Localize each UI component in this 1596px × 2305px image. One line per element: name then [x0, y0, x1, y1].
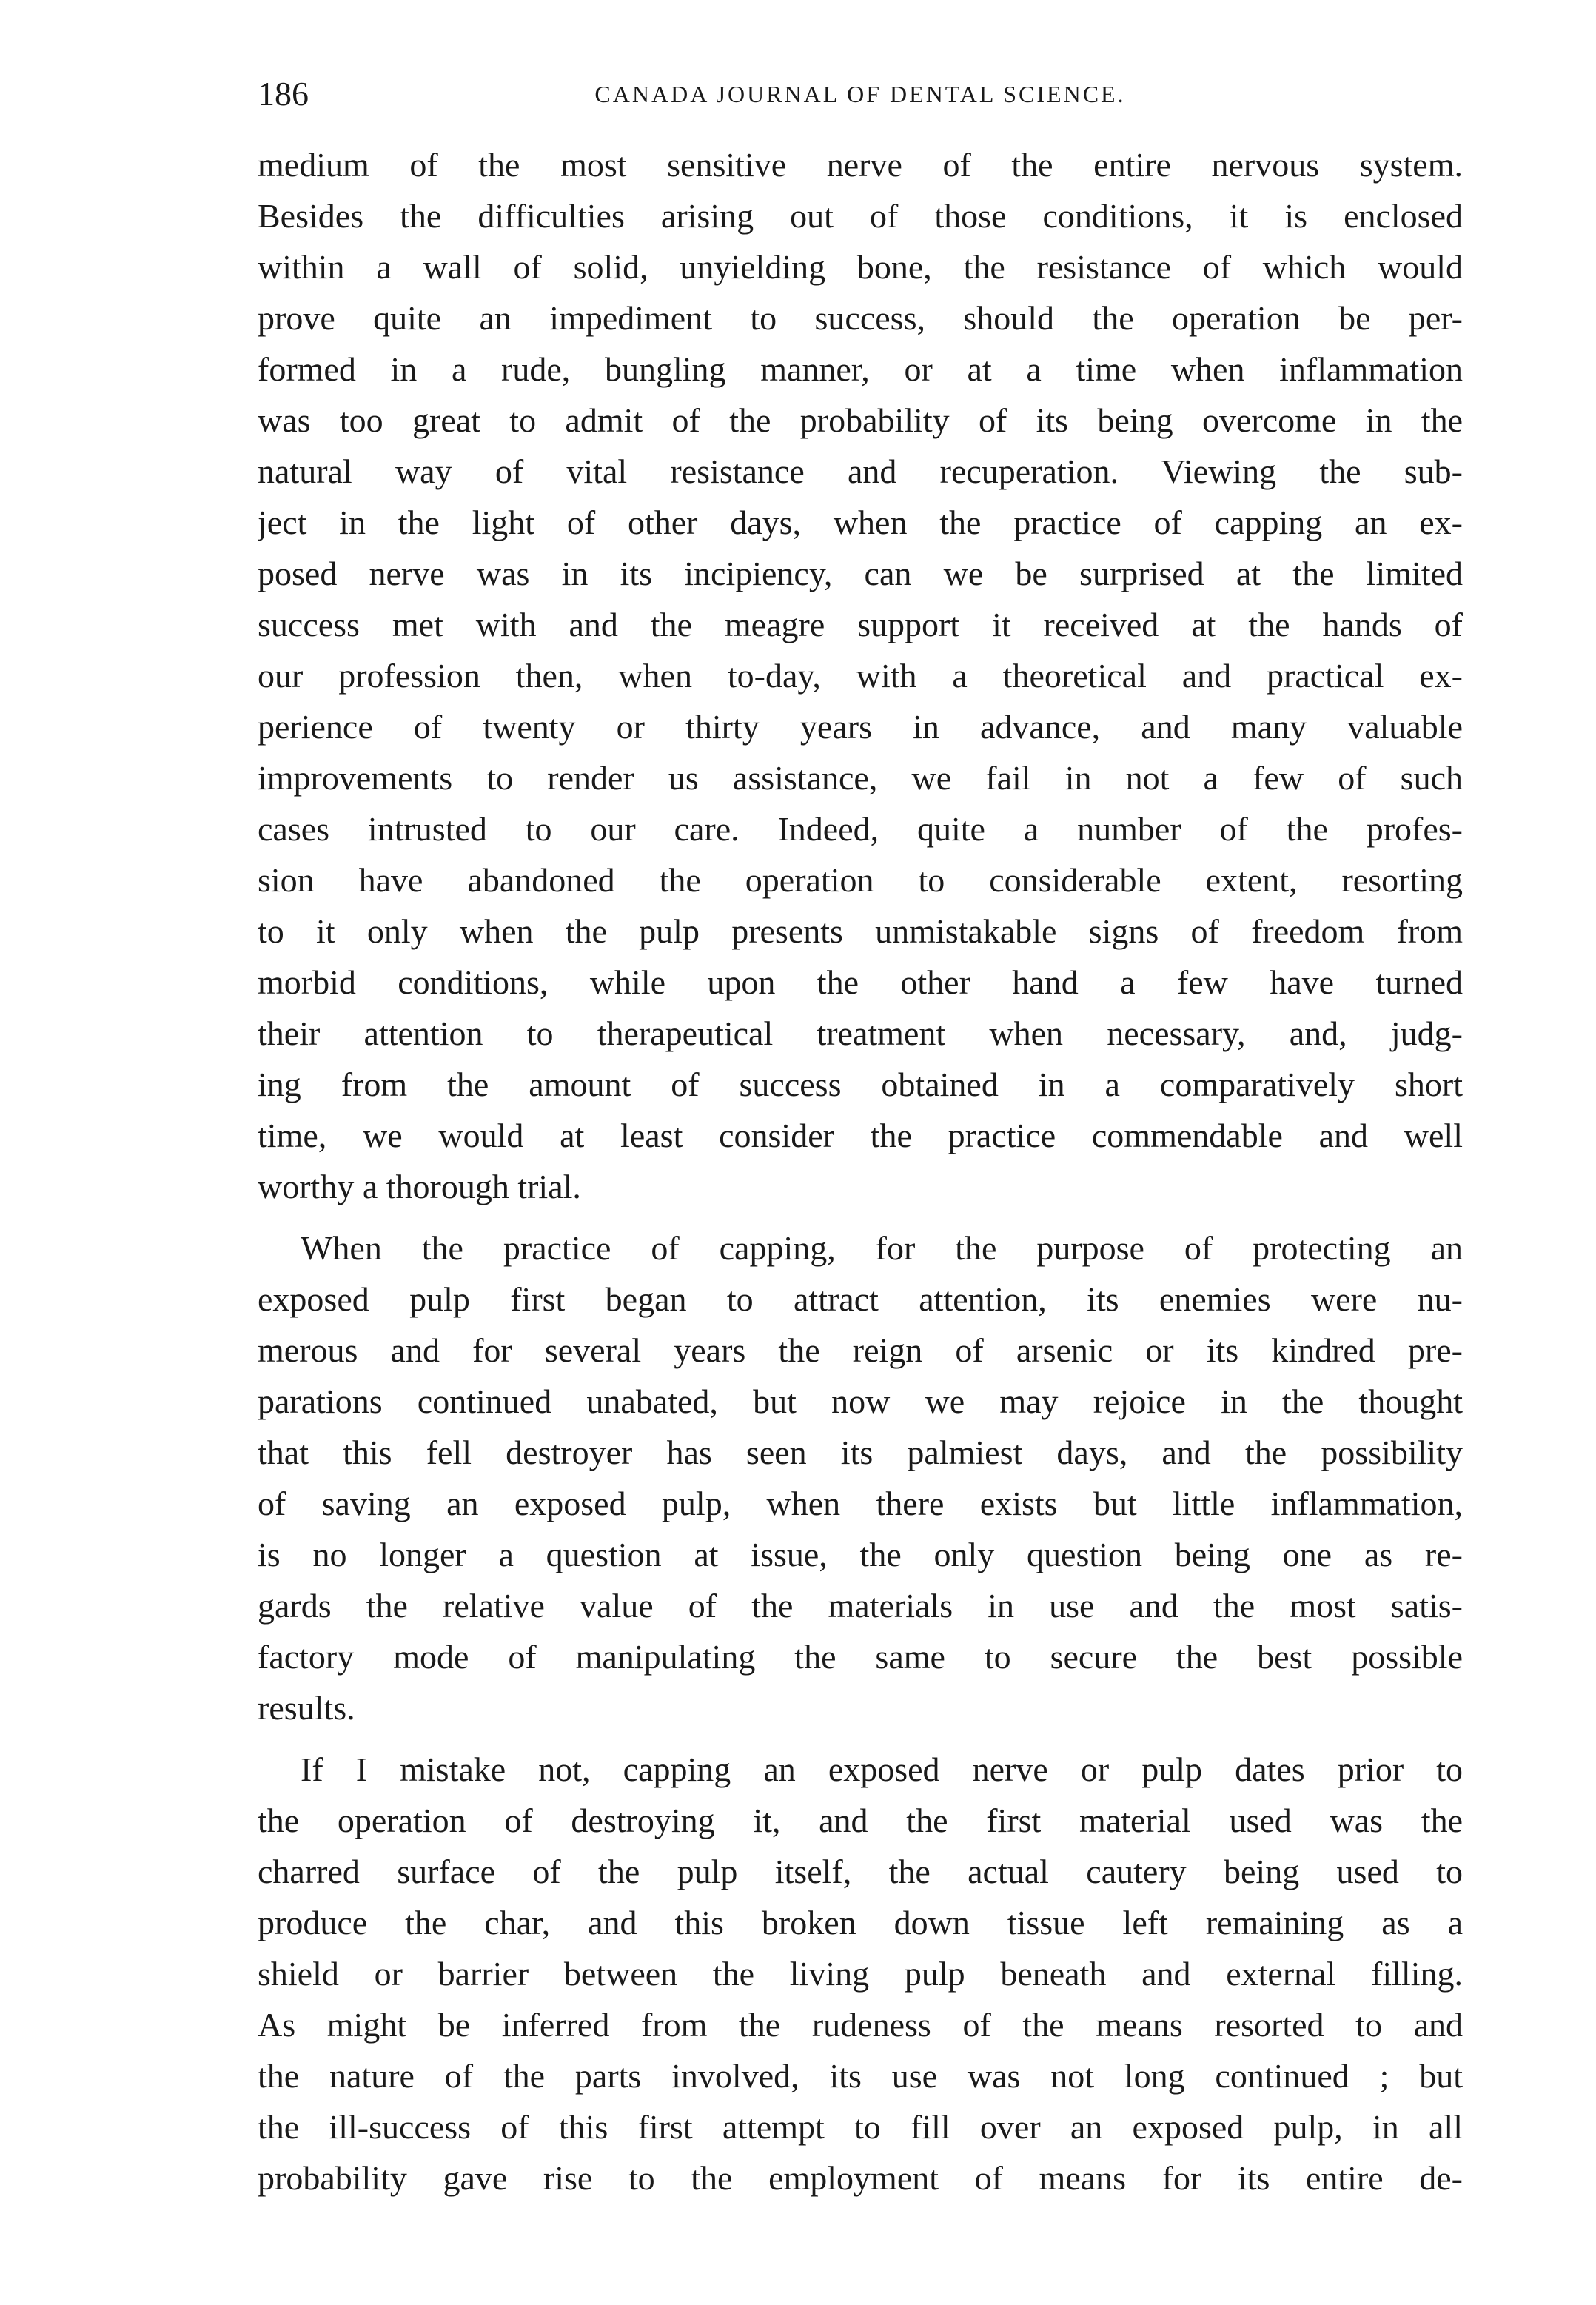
text-line: ject in the light of other days, when the practice of capping an ex- [258, 504, 1463, 541]
text-line: exposed pulp first began to attract attention, its enemies were nu- [258, 1280, 1463, 1318]
text-line: produce the char, and this broken down tissue left remaining as a [258, 1904, 1463, 1941]
text-line: is no longer a question at issue, the only question being one as re- [258, 1536, 1463, 1573]
text-line: merous and for several years the reign of arsenic or its kindred pre- [258, 1331, 1463, 1369]
text-line: probability gave rise to the employment of means for its entire de- [258, 2159, 1463, 2197]
text-line: of saving an exposed pulp, when there exists but little inflammation, [258, 1485, 1463, 1522]
text-line: cases intrusted to our care. Indeed, quite a number of the profes- [258, 810, 1463, 848]
text-line: results. [258, 1689, 355, 1727]
text-line: ing from the amount of success obtained in a comparatively short [258, 1065, 1463, 1103]
text-line: to it only when the pulp presents unmistakable signs of freedom from [258, 912, 1463, 950]
text-line: the operation of destroying it, and the first material used was the [258, 1801, 1463, 1839]
paragraph-1 [258, 139, 1463, 1212]
paragraph-gap [258, 1733, 1463, 1744]
text-line: the nature of the parts involved, its use was not long continued ; but [258, 2057, 1463, 2095]
text-line: within a wall of solid, unyielding bone, the resistance of which would [258, 248, 1463, 286]
text-line: our profession then, when to-day, with a theoretical and practical ex- [258, 657, 1463, 695]
text-line: prove quite an impediment to success, should the operation be per- [258, 299, 1463, 337]
text-line: medium of the most sensitive nerve of the entire nervous system. [258, 146, 1463, 184]
text-line: natural way of vital resistance and recuperation. Viewing the sub- [258, 452, 1463, 490]
text-line: success met with and the meagre support it received at the hands of [258, 606, 1463, 643]
page-number: 186 [258, 75, 309, 113]
text-line: factory mode of manipulating the same to secure the best possible [258, 1638, 1463, 1676]
text-line: was too great to admit of the probability of its being overcome in the [258, 401, 1463, 439]
text-line: Besides the difficulties arising out of those conditions, it is enclosed [258, 197, 1463, 235]
paragraph-2 [258, 1222, 1463, 1733]
body-text [258, 139, 1463, 2204]
paragraph-gap [258, 1212, 1463, 1222]
text-line: the ill-success of this first attempt to fill over an exposed pulp, in all [258, 2108, 1463, 2146]
text-line: that this fell destroyer has seen its palmiest days, and the possibility [258, 1433, 1463, 1471]
text-line: gards the relative value of the materials in use and the most satis- [258, 1587, 1463, 1625]
text-line: posed nerve was in its incipiency, can we be surprised at the limited [258, 555, 1463, 592]
text-line: formed in a rude, bungling manner, or at a time when inflammation [258, 350, 1463, 388]
text-line: improvements to render us assistance, we fail in not a few of such [258, 759, 1463, 797]
text-line: parations continued unabated, but now we may rejoice in the thought [258, 1382, 1463, 1420]
running-head [258, 68, 1463, 120]
text-line: perience of twenty or thirty years in advance, and many valuable [258, 708, 1463, 746]
journal-title: CANADA JOURNAL OF DENTAL SCIENCE. [594, 81, 1126, 107]
text-line: worthy a thorough trial. [258, 1168, 581, 1205]
text-line: charred surface of the pulp itself, the actual cautery being used to [258, 1853, 1463, 1890]
text-line: If I mistake not, capping an exposed nerve or pulp dates prior to [301, 1750, 1463, 1788]
text-line: time, we would at least consider the practice commendable and well [258, 1117, 1463, 1154]
text-line: When the practice of capping, for the purpose of protecting an [301, 1229, 1463, 1267]
paragraph-3 [258, 1744, 1463, 2204]
text-line: As might be inferred from the rudeness of the means resorted to and [258, 2006, 1463, 2044]
text-line: morbid conditions, while upon the other hand a few have turned [258, 963, 1463, 1001]
text-line: sion have abandoned the operation to considerable extent, resorting [258, 861, 1463, 899]
text-line: shield or barrier between the living pulp beneath and external filling. [258, 1955, 1463, 1993]
text-line: their attention to therapeutical treatment when necessary, and, judg- [258, 1014, 1463, 1052]
